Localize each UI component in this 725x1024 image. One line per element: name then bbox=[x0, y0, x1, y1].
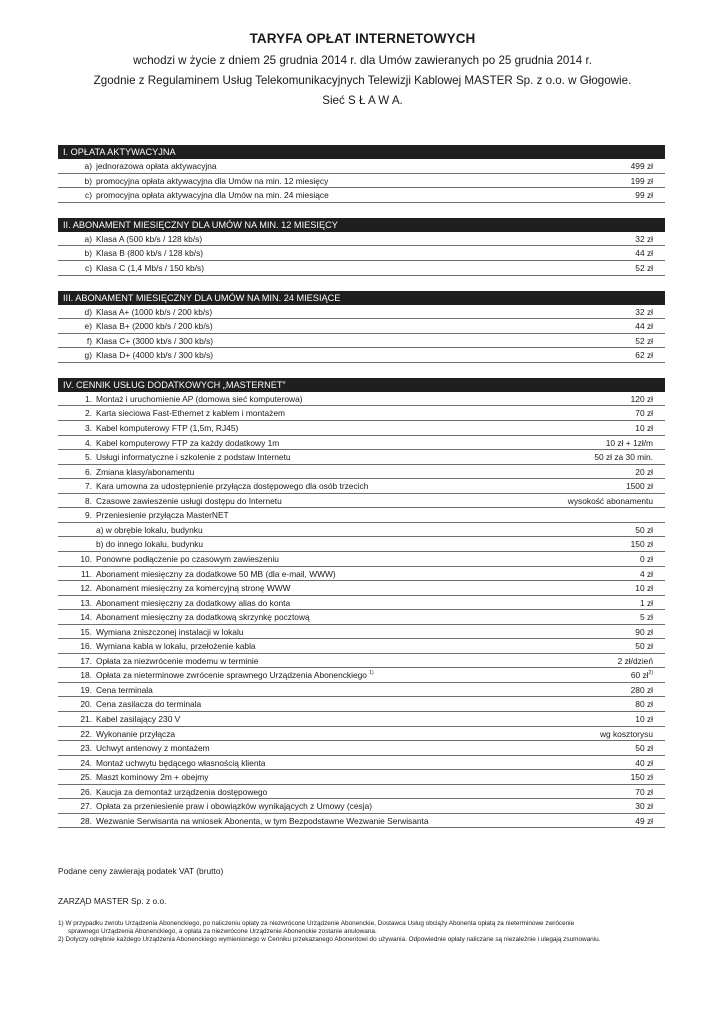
row-price bbox=[640, 552, 665, 566]
row-index: 16. bbox=[80, 641, 92, 652]
row-price bbox=[635, 406, 665, 420]
row-price-text: wg kosztorysu bbox=[599, 728, 653, 739]
tariff-row bbox=[58, 421, 665, 436]
row-price bbox=[631, 668, 665, 682]
section-header: II. ABONAMENT MIESIĘCZNY DLA UMÓW NA MIN. 12 MIESIĘCY bbox=[58, 218, 665, 232]
tariff-section bbox=[58, 291, 665, 363]
tariff-row bbox=[58, 727, 665, 742]
row-label-text: jednorazowa opłata aktywacyjna bbox=[96, 161, 217, 171]
row-label-text: Kabel komputerowy FTP za każdy dodatkowy 1m bbox=[96, 437, 280, 448]
row-label-text: promocyjna opłata aktywacyjna dla Umów na min. 24 miesiące bbox=[96, 190, 329, 201]
row-label-text: Abonament miesięczny za dodatkową skrzynkę pocztową bbox=[96, 612, 310, 623]
row-price bbox=[635, 799, 665, 813]
row-label bbox=[96, 741, 635, 755]
row-price bbox=[653, 508, 665, 522]
row-label bbox=[96, 785, 635, 799]
row-label bbox=[96, 814, 635, 828]
row-label bbox=[96, 697, 635, 711]
row-price bbox=[635, 625, 665, 639]
row-price-text: 62 zł bbox=[635, 350, 653, 361]
row-index: 7. bbox=[85, 481, 92, 492]
tariff-row bbox=[58, 799, 665, 814]
row-index: 13. bbox=[80, 597, 92, 608]
row-label bbox=[96, 159, 631, 173]
row-price bbox=[631, 770, 665, 784]
row-label-text: Klasa A (500 kb/s / 128 kb/s) bbox=[96, 233, 203, 244]
tariff-row bbox=[58, 785, 665, 800]
tariff-row bbox=[58, 712, 665, 727]
row-price bbox=[635, 465, 665, 479]
row-price-text: 99 zł bbox=[635, 190, 653, 201]
row-label bbox=[96, 465, 635, 479]
row-index: 10. bbox=[80, 553, 92, 564]
regulation-line: Zgodnie z Regulaminem Usług Telekomunikacyjnych Telewizji Kablowej MASTER Sp. z o.o. w Głogowie. bbox=[93, 74, 632, 87]
row-price bbox=[631, 159, 665, 173]
row-price bbox=[594, 450, 665, 464]
tariff-section bbox=[58, 145, 665, 203]
row-price-text: wysokość abonamentu bbox=[567, 495, 653, 506]
row-price bbox=[568, 494, 665, 508]
row-price bbox=[631, 683, 665, 697]
tariff-row bbox=[58, 494, 665, 509]
tariff-row bbox=[58, 465, 665, 480]
row-label-text: Klasa C (1,4 Mb/s / 150 kb/s) bbox=[96, 262, 204, 273]
row-label bbox=[96, 261, 635, 275]
row-label bbox=[96, 610, 640, 624]
row-label bbox=[96, 683, 631, 697]
row-label-text: Klasa A+ (1000 kb/s / 200 kb/s) bbox=[96, 306, 213, 317]
row-label-text: Kaucja za demontaż urządzenia dostępowego bbox=[96, 786, 268, 797]
row-label bbox=[96, 246, 635, 260]
row-label bbox=[96, 770, 631, 784]
row-index: 3. bbox=[85, 423, 92, 434]
row-label-text: Kabel komputerowy FTP (1,5m, RJ45) bbox=[96, 423, 239, 434]
row-price bbox=[626, 479, 665, 493]
tariff-row bbox=[58, 188, 665, 203]
row-price bbox=[635, 639, 665, 653]
network-line: Sieć S Ł A W A. bbox=[322, 94, 403, 107]
tariff-row bbox=[58, 450, 665, 465]
row-price-text: 0 zł bbox=[639, 553, 653, 564]
row-index: 18. bbox=[80, 670, 92, 681]
row-index: a) bbox=[84, 233, 92, 244]
row-price bbox=[618, 654, 665, 668]
row-label bbox=[96, 756, 635, 770]
row-price bbox=[635, 246, 665, 260]
row-index: 28. bbox=[80, 815, 92, 826]
tariff-row bbox=[58, 697, 665, 712]
row-index: 19. bbox=[80, 684, 92, 695]
validity-line: wchodzi w życie z dniem 25 grudnia 2014 r. dla Umów zawieranych po 25 grudnia 2014 r. bbox=[133, 54, 592, 67]
row-index: 6. bbox=[85, 466, 92, 477]
row-label-text: Montaż uchwytu będącego własnością klienta bbox=[96, 757, 266, 768]
document-title: TARYFA OPŁAT INTERNETOWYCH bbox=[249, 31, 476, 46]
row-label-text: Maszt kominowy 2m + obejmy bbox=[96, 772, 209, 783]
row-price bbox=[635, 348, 665, 362]
tariff-row bbox=[58, 305, 665, 320]
footnote-1: 1) W przypadku zwrotu Urządzenia Abonenckiego, po naliczeniu opłaty za niezwrócone Urządzenie Abonenckie, Dostawca Usług obciąży Abonenta opłatą za nieterminowe zwrócenie bbox=[58, 920, 575, 927]
row-price-text: 30 zł bbox=[635, 801, 653, 812]
row-price-text: 50 zł bbox=[635, 641, 653, 652]
row-price-text: 4 zł bbox=[639, 568, 653, 579]
footnote-marker: 1) bbox=[369, 670, 374, 677]
row-label bbox=[96, 508, 653, 522]
tariff-row bbox=[58, 174, 665, 189]
tariff-row bbox=[58, 814, 665, 829]
row-index: 14. bbox=[80, 612, 92, 623]
tariff-row bbox=[58, 523, 665, 538]
row-price-text: 10 zł + 1zł/m bbox=[605, 437, 653, 448]
row-index: b) bbox=[84, 175, 92, 186]
row-index: g) bbox=[84, 350, 92, 361]
row-index bbox=[58, 537, 96, 551]
row-price bbox=[635, 697, 665, 711]
row-price bbox=[600, 727, 665, 741]
row-price-text: 150 zł bbox=[630, 772, 653, 783]
row-price-text: 52 zł bbox=[635, 335, 653, 346]
row-label-text: Klasa B (800 kb/s / 128 kb/s) bbox=[96, 248, 204, 259]
row-price bbox=[635, 261, 665, 275]
row-label bbox=[96, 305, 635, 319]
row-price bbox=[631, 174, 665, 188]
row-price bbox=[640, 567, 665, 581]
tariff-row bbox=[58, 683, 665, 698]
row-price-text: 50 zł bbox=[635, 743, 653, 754]
row-index: f) bbox=[86, 335, 92, 346]
tariff-row bbox=[58, 654, 665, 669]
row-index: 25. bbox=[80, 772, 92, 783]
row-price-text: 1 zł bbox=[639, 597, 653, 608]
tariff-row bbox=[58, 508, 665, 523]
row-label-text: Opłata za niezwrócenie modemu w terminie bbox=[96, 655, 259, 666]
row-label bbox=[96, 552, 640, 566]
row-label-text: Cena terminala bbox=[96, 684, 153, 695]
row-price-text: 120 zł bbox=[630, 393, 653, 404]
row-label bbox=[96, 727, 600, 741]
row-label bbox=[96, 334, 635, 348]
row-price-text: 1500 zł bbox=[625, 481, 653, 492]
row-label-text: b) do innego lokalu, budynku bbox=[96, 539, 204, 550]
tariff-row bbox=[58, 552, 665, 567]
row-label bbox=[96, 436, 606, 450]
row-price bbox=[635, 785, 665, 799]
row-price-text: 50 zł bbox=[635, 524, 653, 535]
row-label bbox=[96, 581, 635, 595]
row-index bbox=[58, 523, 96, 537]
row-price-text: 32 zł bbox=[635, 233, 653, 244]
row-label bbox=[96, 188, 635, 202]
row-label-text: promocyjna opłata aktywacyjna dla Umów na min. 12 miesięcy bbox=[96, 175, 329, 186]
row-price bbox=[640, 596, 665, 610]
row-label-text: Klasa C+ (3000 kb/s / 300 kb/s) bbox=[96, 335, 214, 346]
row-index: 22. bbox=[80, 728, 92, 739]
footnotes bbox=[58, 920, 670, 945]
row-label bbox=[96, 319, 635, 333]
tariff-row bbox=[58, 436, 665, 451]
row-label-text: Wykonanie przyłącza bbox=[96, 728, 176, 739]
row-label bbox=[96, 712, 635, 726]
row-index: 12. bbox=[80, 583, 92, 594]
tariff-tables bbox=[58, 145, 665, 828]
row-label bbox=[96, 654, 618, 668]
tariff-row bbox=[58, 581, 665, 596]
row-price-text: 52 zł bbox=[635, 262, 653, 273]
row-label bbox=[96, 232, 635, 246]
row-index: 5. bbox=[85, 452, 92, 463]
row-label bbox=[96, 450, 594, 464]
tariff-row bbox=[58, 639, 665, 654]
row-price-text: 49 zł bbox=[635, 815, 653, 826]
row-price bbox=[631, 392, 665, 406]
tariff-row bbox=[58, 406, 665, 421]
row-label-text: Wymiana zniszczonej instalacji w lokalu bbox=[96, 626, 244, 637]
row-label-text: Usługi informatyczne i szkolenie z podstaw Internetu bbox=[96, 452, 291, 463]
row-price-text: 50 zł za 30 min. bbox=[594, 452, 653, 463]
row-label-text: a) w obrębie lokalu, budynku bbox=[96, 524, 203, 535]
row-label-text: Cena zasilacza do terminala bbox=[96, 699, 202, 710]
row-price-text: 10 zł bbox=[635, 583, 653, 594]
tariff-row bbox=[58, 668, 665, 683]
tariff-row bbox=[58, 567, 665, 582]
row-index: 20. bbox=[80, 699, 92, 710]
row-index: a) bbox=[84, 161, 92, 171]
row-price-text: 40 zł bbox=[635, 757, 653, 768]
row-index: 23. bbox=[80, 743, 92, 754]
row-index: b) bbox=[84, 248, 92, 259]
section-header: IV. CENNIK USŁUG DODATKOWYCH „MASTERNET” bbox=[58, 378, 665, 392]
tariff-row bbox=[58, 261, 665, 276]
row-label-text: Przeniesienie przyłącza MasterNET bbox=[96, 510, 229, 521]
row-label bbox=[96, 639, 635, 653]
row-index: c) bbox=[85, 262, 92, 273]
row-price bbox=[635, 741, 665, 755]
row-price bbox=[631, 537, 665, 551]
row-label-text: Klasa B+ (2000 kb/s / 200 kb/s) bbox=[96, 321, 213, 332]
tariff-row bbox=[58, 741, 665, 756]
row-label-text: Opłata za przeniesienie praw i obowiązków wynikających z Umowy (cesja) bbox=[96, 801, 373, 812]
tariff-row bbox=[58, 319, 665, 334]
footnote-2: 2) Dotyczy odrębnie każdego Urządzenia Abonenckiego wymienionego w Cenniku przekazanego Abonentowi do używania. Odpowiednie opłaty naliczane są niezależnie i ulegają zsumowaniu. bbox=[58, 936, 601, 944]
row-index: 24. bbox=[80, 757, 92, 768]
row-price-text: 70 zł bbox=[635, 408, 653, 419]
row-label bbox=[96, 494, 568, 508]
row-label-text: Wezwanie Serwisanta na wniosek Abonenta, w tym Bezpodstawne Wezwanie Serwisanta bbox=[96, 815, 429, 826]
row-label bbox=[96, 567, 640, 581]
row-price-text: 150 zł bbox=[630, 539, 653, 550]
row-price-text: 44 zł bbox=[635, 321, 653, 332]
vat-note: Podane ceny zawierają podatek VAT (brutto) bbox=[58, 866, 224, 876]
row-label-text: Czasowe zawieszenie usługi dostępu do Internetu bbox=[96, 495, 282, 506]
row-price-text: 80 zł bbox=[635, 699, 653, 710]
row-label bbox=[96, 523, 635, 537]
row-label bbox=[96, 596, 640, 610]
row-index: 8. bbox=[85, 495, 92, 506]
row-label bbox=[96, 406, 635, 420]
row-label-text: Wymiana kabla w lokalu, przełożenie kabla bbox=[96, 641, 256, 652]
document-header bbox=[0, 29, 725, 111]
row-label-text: Klasa D+ (4000 kb/s / 300 kb/s) bbox=[96, 350, 214, 361]
row-price-text: 90 zł bbox=[635, 626, 653, 637]
row-price-text: 60 zł bbox=[630, 670, 649, 681]
footnote-1-continued: sprawnego Urządzenia Abonenckiego, a opłata za niezwrócone Urządzenie Abonenckie zostanie anulowana. bbox=[68, 928, 377, 936]
row-price bbox=[635, 232, 665, 246]
row-label bbox=[96, 537, 631, 551]
tariff-row bbox=[58, 159, 665, 174]
row-price bbox=[635, 523, 665, 537]
section-header: I. OPŁATA AKTYWACYJNA bbox=[58, 145, 665, 159]
row-label-text: Uchwyt antenowy z montażem bbox=[96, 743, 210, 754]
row-label-text: Kabel zasilający 230 V bbox=[96, 713, 181, 724]
tariff-row bbox=[58, 625, 665, 640]
row-index: 1. bbox=[85, 393, 92, 404]
row-price-text: 70 zł bbox=[635, 786, 653, 797]
row-label-text: Opłata za nieterminowe zwrócenie sprawnego Urządzenia Abonenckiego bbox=[96, 670, 367, 681]
row-price-text: 10 zł bbox=[635, 423, 653, 434]
footnote-marker: 2) bbox=[648, 670, 653, 677]
row-price bbox=[635, 319, 665, 333]
tariff-row bbox=[58, 334, 665, 349]
row-label-text: Abonament miesięczny za dodatkowy alias do konta bbox=[96, 597, 291, 608]
row-price bbox=[635, 814, 665, 828]
row-index: 11. bbox=[80, 568, 92, 579]
tariff-row bbox=[58, 246, 665, 261]
row-label-text: Abonament miesięczny za komercyjną stronę WWW bbox=[96, 583, 291, 594]
row-index: 21. bbox=[80, 713, 92, 724]
tariff-row bbox=[58, 756, 665, 771]
row-label bbox=[96, 625, 635, 639]
tariff-row bbox=[58, 596, 665, 611]
tariff-row bbox=[58, 392, 665, 407]
row-price bbox=[635, 581, 665, 595]
tariff-row bbox=[58, 348, 665, 363]
row-index: 9. bbox=[85, 510, 92, 521]
row-price bbox=[640, 610, 665, 624]
row-index: d) bbox=[84, 306, 92, 317]
row-label bbox=[96, 421, 635, 435]
board-signature: ZARZĄD MASTER Sp. z o.o. bbox=[58, 896, 167, 906]
row-price-text: 199 zł bbox=[630, 175, 653, 186]
row-price-text: 280 zł bbox=[630, 684, 653, 695]
tariff-row bbox=[58, 770, 665, 785]
row-label bbox=[96, 348, 635, 362]
tariff-row bbox=[58, 610, 665, 625]
row-label-text: Ponowne podłączenie po czasowym zawieszeniu bbox=[96, 553, 279, 564]
row-label bbox=[96, 479, 626, 493]
row-price-text: 10 zł bbox=[635, 713, 653, 724]
row-label bbox=[96, 392, 631, 406]
section-header: III. ABONAMENT MIESIĘCZNY DLA UMÓW NA MIN. 24 MIESIĄCE bbox=[58, 291, 665, 305]
row-price bbox=[635, 712, 665, 726]
tariff-row bbox=[58, 479, 665, 494]
row-price-text: 44 zł bbox=[635, 248, 653, 259]
row-label-text: Abonament miesięczny za dodatkowe 50 MB (dla e-mail, WWW) bbox=[96, 568, 336, 579]
row-price-text: 2 zł/dzień bbox=[617, 655, 653, 666]
row-price bbox=[606, 436, 665, 450]
row-price bbox=[635, 756, 665, 770]
row-price bbox=[635, 188, 665, 202]
tariff-row bbox=[58, 537, 665, 552]
row-label bbox=[96, 174, 631, 188]
row-index: e) bbox=[84, 321, 92, 332]
row-index: c) bbox=[85, 190, 92, 201]
row-label-text: Karta sieciowa Fast-Ethernet z kablem i montażem bbox=[96, 408, 285, 419]
row-label-text: Kara umowna za udostępnienie przyłącza dostępowego dla osób trzecich bbox=[96, 481, 369, 492]
row-index: 4. bbox=[85, 437, 92, 448]
row-label bbox=[96, 668, 631, 682]
tariff-section bbox=[58, 218, 665, 276]
row-price-text: 5 zł bbox=[639, 612, 653, 623]
row-index: 26. bbox=[80, 786, 92, 797]
tariff-section bbox=[58, 378, 665, 828]
row-label bbox=[96, 799, 635, 813]
row-index: 17. bbox=[80, 655, 92, 666]
row-price bbox=[635, 421, 665, 435]
row-label-text: Zmiana klasy/abonamentu bbox=[96, 466, 195, 477]
row-index: 15. bbox=[80, 626, 92, 637]
row-price bbox=[635, 334, 665, 348]
row-price-text: 32 zł bbox=[635, 306, 653, 317]
row-price-text: 20 zł bbox=[635, 466, 653, 477]
row-price bbox=[635, 305, 665, 319]
row-index: 27. bbox=[80, 801, 92, 812]
row-label-text: Montaż i uruchomienie AP (domowa sieć komputerowa) bbox=[96, 393, 303, 404]
tariff-row bbox=[58, 232, 665, 247]
row-price-text: 499 zł bbox=[630, 161, 653, 171]
row-index: 2. bbox=[85, 408, 92, 419]
